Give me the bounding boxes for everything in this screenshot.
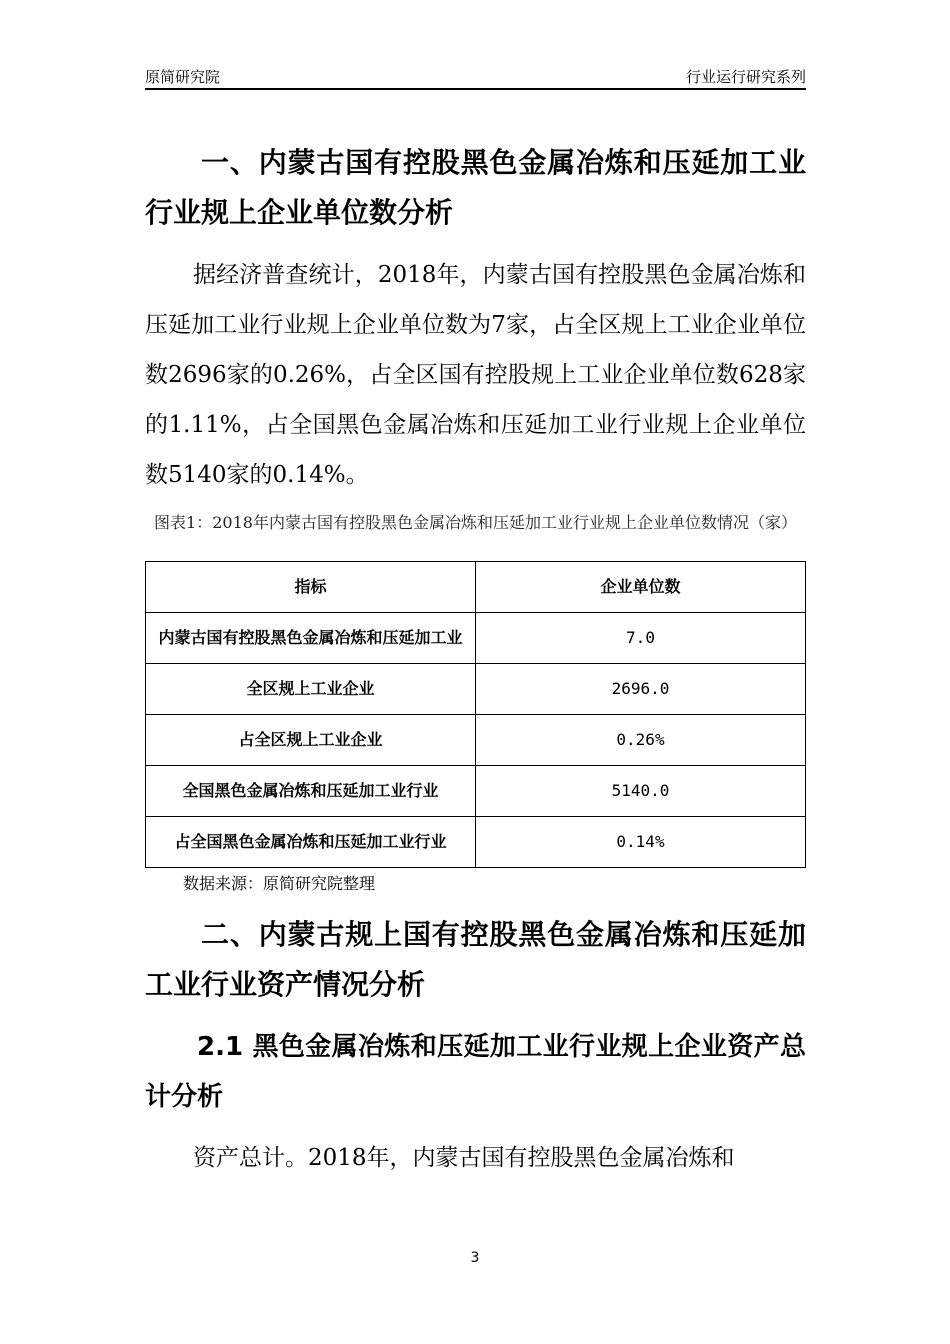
row-value: 5140.0 [476, 766, 806, 817]
row-label: 占全国黑色金属冶炼和压延加工业行业 [146, 817, 476, 868]
table-caption: 图表1：2018年内蒙古国有控股黑色金属冶炼和压延加工业行业规上企业单位数情况（家） [154, 513, 797, 532]
table-row [146, 715, 806, 766]
table-source: 数据来源：原简研究院整理 [183, 874, 376, 893]
header-cell: 企业单位数 [476, 562, 806, 613]
row-label: 全国黑色金属冶炼和压延加工业行业 [146, 766, 476, 817]
row-value: 0.14% [476, 817, 806, 868]
header-org: 原简研究院 [145, 68, 221, 86]
section2-1-heading: 2.1 黑色金属冶炼和压延加工业行业规上企业资产总计分析 [145, 1032, 806, 1112]
page-number: 3 [470, 1250, 480, 1266]
row-value: 0.26% [476, 715, 806, 766]
row-label: 全区规上工业企业 [146, 664, 476, 715]
header-series: 行业运行研究系列 [685, 68, 806, 86]
table-row [146, 766, 806, 817]
section2-heading: 二、内蒙古规上国有控股黑色金属冶炼和压延加工业行业资产情况分析 [145, 918, 806, 1001]
data-table [145, 561, 806, 868]
row-label: 内蒙古国有控股黑色金属冶炼和压延加工业 [146, 613, 476, 664]
row-value: 7.0 [476, 613, 806, 664]
table-row [146, 817, 806, 868]
table-header-row [146, 562, 806, 613]
row-value: 2696.0 [476, 664, 806, 715]
section1-paragraph: 据经济普查统计，2018年，内蒙古国有控股黑色金属冶炼和压延加工业行业规上企业单位数为7家，占全区规上工业企业单位数2696家的0.26%，占全区国有控股规上工业企业单位数628家的1.11%，占全国黑色金属冶炼和压延加工业行业规上企业单位数5140家的0.14%。 [145, 262, 806, 488]
table-row [146, 613, 806, 664]
table-row [146, 664, 806, 715]
section2-paragraph: 资产总计。2018年，内蒙古国有控股黑色金属冶炼和 [193, 1145, 735, 1171]
section1-heading: 一、内蒙古国有控股黑色金属冶炼和压延加工业行业规上企业单位数分析 [145, 146, 806, 229]
row-label: 占全区规上工业企业 [146, 715, 476, 766]
page-header [145, 66, 806, 90]
header-cell: 指标 [146, 562, 476, 613]
